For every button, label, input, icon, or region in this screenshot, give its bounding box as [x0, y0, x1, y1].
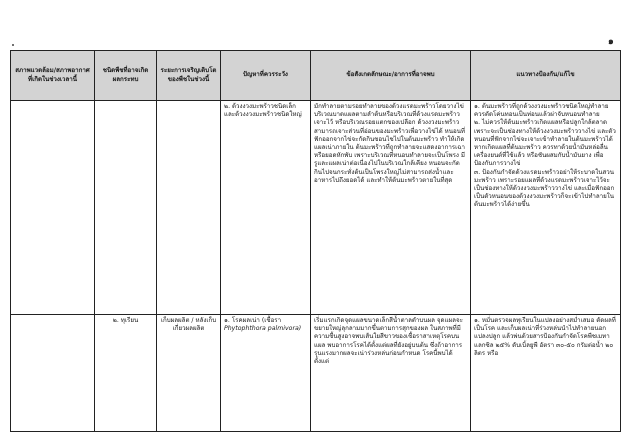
cell-prevention [471, 101, 621, 315]
prevention-item: ๓. ป้องกันกำจัดด้วงแรดมะพร้าวอย่าให้ระบาดในสวนมะพร้าว เพราะรอยแผลที่ด้วงแรดมะพร้าวเจาะไว้จะเป็นช่องทางให้ด้วงงวงมะพร้าววางไข่ และเมื่อฟักออกเป็นตัวหนอนของด้วงงวงมะพร้าวก็จะเข้าไปทำลายในต้นมะพร้าวได้ง่ายขึ้น [474, 168, 615, 209]
page-number: ๑ [608, 37, 614, 47]
header-observation: ข้อสังเกตลักษณะ/อาการที่อาจพบ [311, 51, 471, 101]
cell-growth [157, 101, 221, 315]
problem-name: ๒. ด้วงงวงมะพร้าวชนิดเล็ก และด้วงงวงมะพร้าวชนิดใหญ่ [224, 103, 302, 119]
cell-problem [221, 101, 311, 315]
cell-environment [11, 101, 95, 315]
cell-growth: เก็บผลผลิต / หลังเก็บเกี่ยวผลผลิต [157, 315, 221, 432]
header-growth-period: ระยะการเจริญเติบโตของพืชในช่วงนี้ [157, 51, 221, 101]
scan-mark [12, 44, 14, 46]
table-row [11, 315, 621, 432]
cell-observation: มักทำลายตามรอยทำลายของด้วงแรดมะพร้าวโดยวางไข่บริเวณบาดแผลตามลำต้นหรือบริเวณที่ด้วงแรดมะพร้าวเจาะไว้ หรือบริเวณรอยแตกของเปลือก ด้วงงวงมะพร้าวสามารถเจาะส่วนที่อ่อนของมะพร้าวเพื่อวางไข่ได้ หนอนที่ฟักออกจากไข่จะกัดกินชอนไชไปในต้นมะพร้าว ทำให้เกิดแผลเน่าภายใน ต้นมะพร้าวที่ถูกทำลายจะแสดงอาการเฉาหรือยอดหักพับ เพราะบริเวณที่หนอนทำลายจะเป็นโพรง มีรูและแผลเน่าต่อเนื่องไปในบริเวณใกล้เคียง หนอนจะกัดกินไปจนกระทั่งต้นเป็นโพรงใหญ่ไม่สามารถส่งน้ำและอาหารไปถึงยอดได้ และทำให้ต้นมะพร้าวตายในที่สุด [311, 101, 471, 315]
pest-advisory-table [10, 50, 621, 432]
cell-problem [221, 315, 311, 432]
prevention-item: ๒. ไม่ควรให้ต้นมะพร้าวเกิดแผลหรือปลูกใกล้ตลาด เพราะจะเป็นช่องทางให้ด้วงงวงมะพร้าววางไข่ และตัวหนอนที่ฟักจากไข่จะเจาะเข้าทำลายในต้นมะพร้าวได้ หากเกิดแผลที่ต้นมะพร้าว ควรทาด้วยน้ำมันหล่อลื่นเครื่องยนต์ที่ใช้แล้ว หรือชันผสมกับน้ำมันยาง เพื่อป้องกันการวางไข่ [474, 119, 616, 168]
prevention-item: ๑. ต้นมะพร้าวที่ถูกด้วงงวงมะพร้าวชนิดใหญ่ทำลาย ควรตัดโค่นทอนเป็นท่อนแล้วผ่าจับหนอนทำลาย [474, 103, 609, 119]
header-environment: สภาพแวดล้อม/สภาพอากาศที่เกิดในช่วงเวลานี้ [11, 51, 95, 101]
problem-name: ๑. โรคผลเน่า (เชื้อรา [224, 317, 282, 324]
cell-observation: เริ่มแรกเกิดจุดแผลขนาดเล็กสีน้ำตาลดำบนผล จุดแผลจะขยายใหญ่ลุกลามมากขึ้นตามการสุกของผล ในสภาพที่มีความชื้นสูงอาจพบเส้นใยสีขาวของเชื้อราสาเหตุโรคบนแผล พบอาการโรคได้ตั้งแต่ผลที่ยังอยู่บนต้น ซึ่งถ้าอาการรุนแรงมากผลจะเน่าร่วงหล่นก่อนกำหนด โรคนี้พบได้ตั้งแต่ [311, 315, 471, 432]
problem-scientific: Phytophthora palmivora) [224, 325, 302, 333]
cell-plant [95, 101, 157, 315]
header-plant-type: ชนิดพืชที่อาจเกิดผลกระทบ [95, 51, 157, 101]
header-prevention: แนวทางป้องกัน/แก้ไข [471, 51, 621, 101]
cell-environment [11, 315, 95, 432]
table-header-row [11, 51, 621, 101]
table-row [11, 101, 621, 315]
prevention-item: ๑. หมั่นตรวจผลทุเรียนในแปลงอย่างสม่ำเสมอ ตัดผลที่เป็นโรค และเก็บผลเน่าที่ร่วงหล่นนำไปทำลายนอกแปลงปลูก แล้วพ่นด้วยสารป้องกันกำจัดโรคพืชเมทาแลกซิล ๒๕% ดับเบิ้ลยูพี อัตรา ๓๐-๕๐ กรัมต่อน้ำ ๒๐ ลิตร หรือ [474, 317, 616, 357]
header-watch-problem: ปัญหาที่ควรระวัง [221, 51, 311, 101]
cell-prevention [471, 315, 621, 432]
cell-plant: ๒. ทุเรียน [95, 315, 157, 432]
